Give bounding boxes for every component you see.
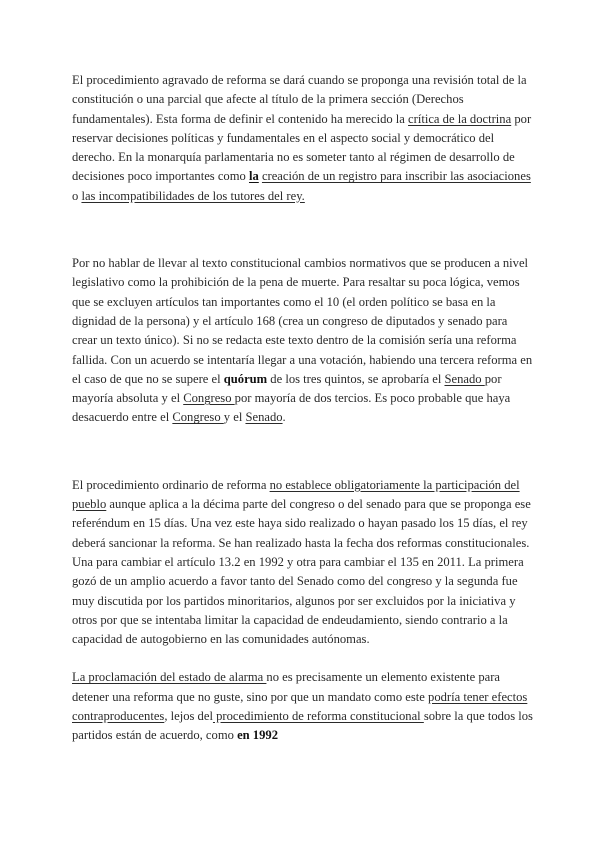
text-segment: El procedimiento ordinario de reforma [72, 477, 270, 492]
text-segment: o [72, 188, 82, 203]
text-segment: por reservar decisiones políticas y fundamentales en el aspecto social y democrático del derecho. En la monarquía parlamentaria no es someter tanto al régimen de desarrollo de decisiones poco importantes como [72, 111, 532, 184]
document-page [72, 71, 534, 746]
underlined-text: Congreso [172, 410, 224, 425]
text-segment: no es precisamente un elemento existente para detener una reforma que no guste, sino por que un mandato como este [72, 670, 501, 704]
underlined-text: creación de un registro para inscribir las asociaciones [261, 169, 531, 184]
underlined-text: no establece obligatoriamente la participación del pueblo [72, 477, 520, 512]
underlined-text: Senado [444, 371, 485, 386]
text-segment: por mayoría de dos tercios. Es poco probable que haya desacuerdo entre el [72, 391, 511, 425]
underlined-text: La proclamación del estado de alarma [72, 670, 267, 685]
bold-text: quórum [223, 371, 268, 386]
underlined-text: crítica de la doctrina [408, 111, 512, 126]
underlined-text: la [248, 169, 259, 184]
text-segment: aunque aplica a la décima parte del congreso o del senado para que se proponga ese referéndum en 15 días. Una vez este haya sido realizado o hayan pasado los 15 días, el rey deberá sancionar la reforma. Se han realizado hasta la fecha dos reformas constitucionales. Una para cambiar el artículo 13.2 en 1992 y otra para cambiar el 135 en 2011. La primera gozó de un amplio acuerdo a favor tanto del Senado como del congreso y la segunda fue muy discutida por los partidos minoritarios, algunos por ser excluidos por la iniciativa y otros por que se intentaba limitar la capacidad de endeudamiento, siendo contrario a la capacidad de autogobierno en las comunidades autónomas. [72, 497, 531, 647]
paragraph-gap [72, 428, 534, 476]
text-segment: Por no hablar de llevar al texto constitucional cambios normativos que se producen a nivel legislativo como la prohibición de la pena de muerte. Para resaltar su poca lógica, vemos que se excluyen artículos tan importantes como el 10 (el orden político se basa en la dignidad de la persona) y el artículo 168 (crea un congreso de diputados y senado para crear un texto único). Si no se redacta este texto dentro de la comisión sería una reforma fallida. Con un acuerdo se intentaría llegar a una votación, habiendo una tercera reforma en el caso de que no se supere el [72, 256, 533, 386]
paragraph-1 [72, 71, 534, 206]
bold-text: en 1992 [237, 728, 278, 743]
underlined-text: procedimiento de reforma constitucional [212, 709, 424, 724]
paragraph-gap [72, 206, 534, 254]
underlined-text: Congreso [183, 391, 235, 406]
text-segment: y el [223, 410, 246, 425]
text-segment: por mayoría absoluta y el [72, 371, 502, 406]
paragraph-4 [72, 668, 534, 745]
text-segment: . [282, 410, 286, 425]
text-segment: sobre la que todos los partidos están de acuerdo, como [72, 709, 533, 743]
paragraph-3 [72, 476, 534, 650]
paragraph-2 [72, 254, 534, 428]
underlined-text: Senado [245, 410, 283, 425]
paragraph-gap [72, 649, 534, 668]
text-segment: , lejos del [164, 709, 213, 724]
text-segment: El procedimiento agravado de reforma se dará cuando se proponga una revisión total de la constitución o una parcial que afecte al título de la primera sección (Derechos fundamentales). Esta forma de definir el contenido ha merecido la [72, 73, 527, 126]
underlined-text: las incompatibilidades de los tutores del rey. [81, 188, 305, 203]
text-segment: de los tres quintos, se aprobaría el [267, 371, 445, 386]
underlined-text: podría tener efectos contraproducentes [72, 689, 528, 724]
